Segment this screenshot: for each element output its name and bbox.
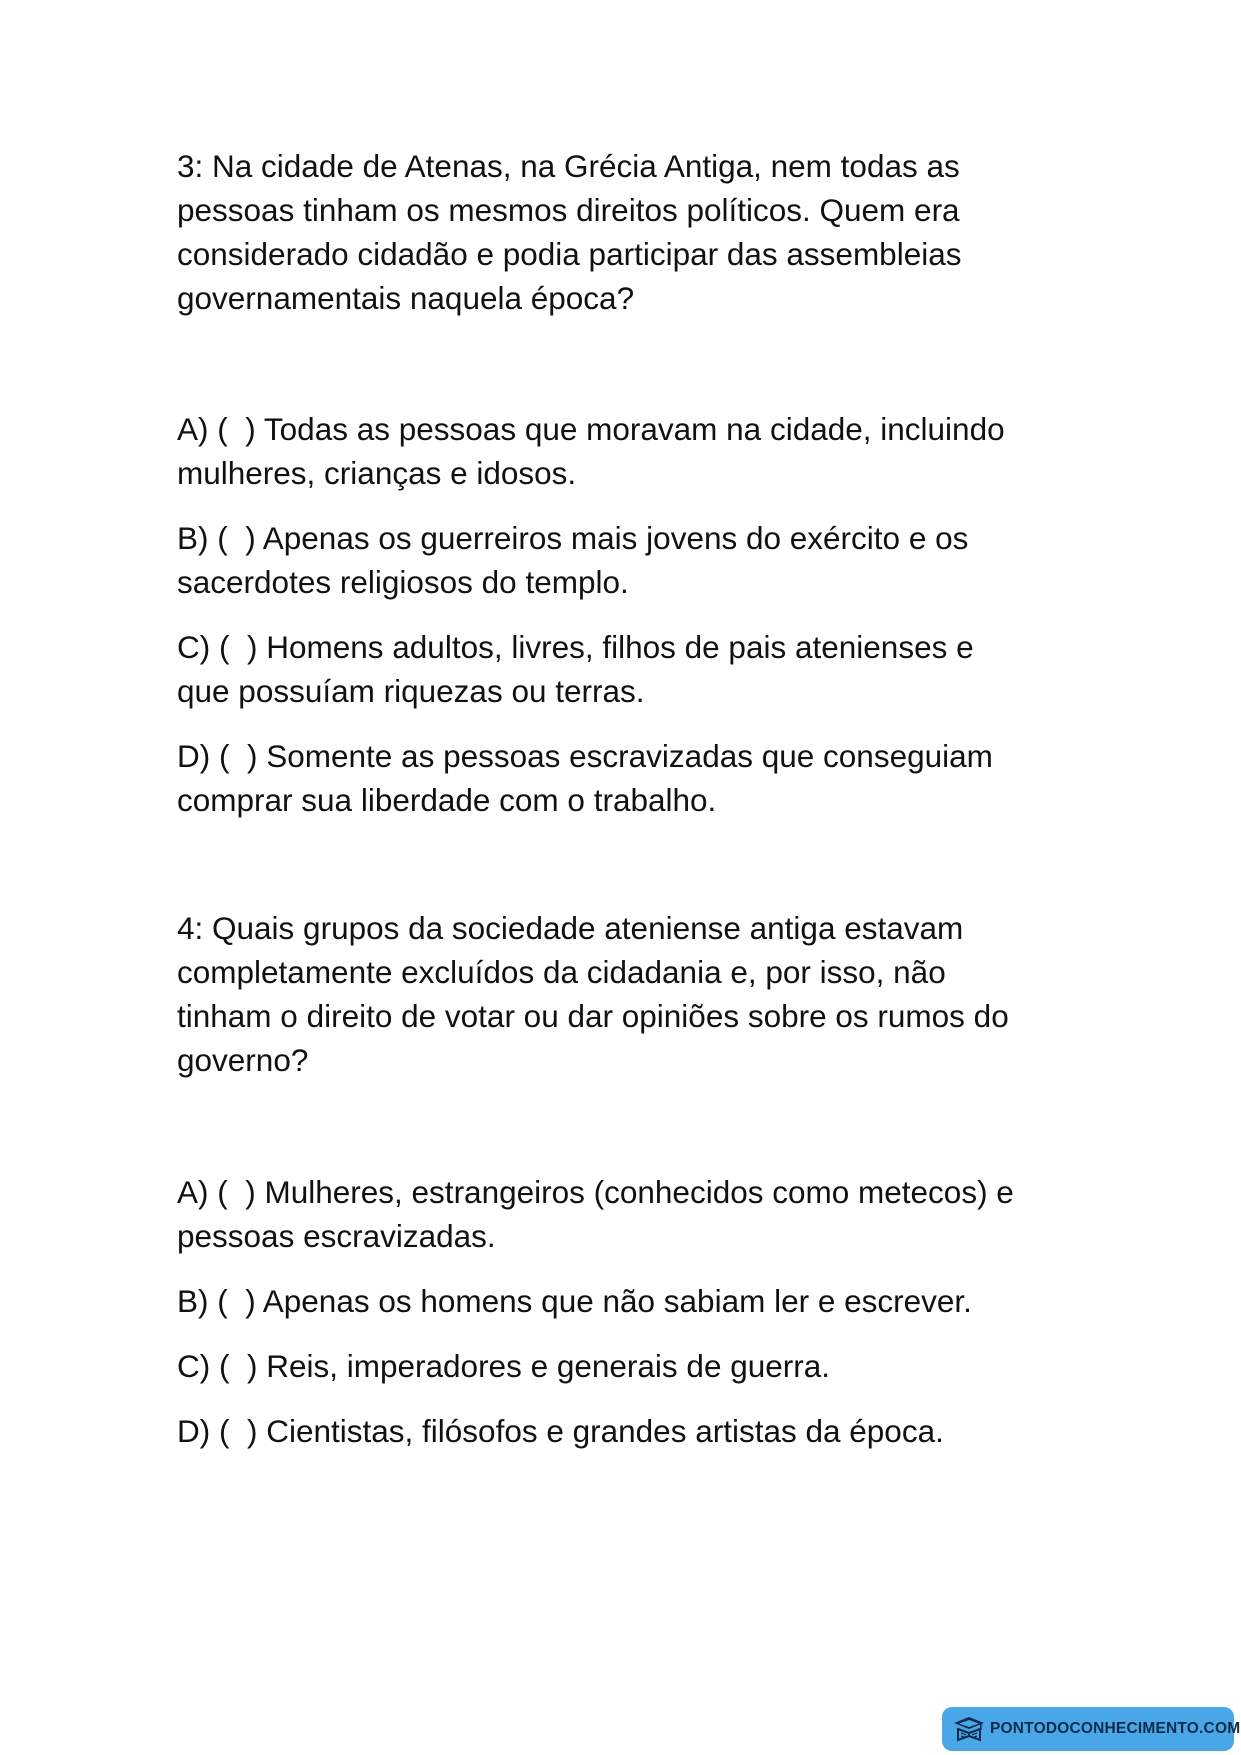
question-4-option-b[interactable]	[177, 1279, 1014, 1323]
question-4-line: 4: Quais grupos da sociedade ateniense antiga estavam	[177, 910, 964, 946]
option-line: D) ( ) Somente as pessoas escravizadas que conseguiam	[177, 738, 993, 774]
site-badge[interactable]	[942, 1707, 1241, 1751]
question-4-option-d[interactable]	[177, 1409, 1014, 1453]
question-3-line: governamentais naquela época?	[177, 280, 635, 316]
question-3-option-c[interactable]	[177, 625, 1005, 713]
option-line: C) ( ) Homens adultos, livres, filhos de pais atenienses e	[177, 629, 974, 665]
question-3-line: 3: Na cidade de Atenas, na Grécia Antiga, nem todas as	[177, 148, 960, 184]
question-3-text	[177, 144, 962, 320]
question-3-option-a[interactable]	[177, 407, 1005, 495]
option-line: B) ( ) Apenas os homens que não sabiam ler e escrever.	[177, 1283, 972, 1319]
option-line: B) ( ) Apenas os guerreiros mais jovens do exército e os	[177, 520, 969, 556]
option-line: A) ( ) Mulheres, estrangeiros (conhecidos como metecos) e	[177, 1174, 1014, 1210]
badge-label: PONTODOCONHECIMENTO.COM	[990, 1720, 1241, 1737]
question-3-option-d[interactable]	[177, 734, 1005, 822]
question-4-line: governo?	[177, 1042, 309, 1078]
graduation-cap-book-icon	[952, 1715, 986, 1743]
option-line: que possuíam riquezas ou terras.	[177, 673, 645, 709]
option-line: C) ( ) Reis, imperadores e generais de guerra.	[177, 1348, 831, 1384]
question-4-line: completamente excluídos da cidadania e, por isso, não	[177, 954, 946, 990]
option-line: pessoas escravizadas.	[177, 1218, 496, 1254]
option-line: mulheres, crianças e idosos.	[177, 455, 577, 491]
option-line: A) ( ) Todas as pessoas que moravam na cidade, incluindo	[177, 411, 1005, 447]
question-3-option-b[interactable]	[177, 516, 1005, 604]
question-3-line: considerado cidadão e podia participar das assembleias	[177, 236, 962, 272]
option-line: comprar sua liberdade com o trabalho.	[177, 782, 717, 818]
question-4-options	[177, 1170, 1014, 1474]
question-4-option-c[interactable]	[177, 1344, 1014, 1388]
question-3-line: pessoas tinham os mesmos direitos políticos. Quem era	[177, 192, 960, 228]
question-4-text	[177, 906, 1009, 1082]
question-3-options	[177, 407, 1005, 843]
question-4-line: tinham o direito de votar ou dar opiniões sobre os rumos do	[177, 998, 1009, 1034]
question-4-option-a[interactable]	[177, 1170, 1014, 1258]
option-line: sacerdotes religiosos do templo.	[177, 564, 629, 600]
option-line: D) ( ) Cientistas, filósofos e grandes artistas da época.	[177, 1413, 944, 1449]
